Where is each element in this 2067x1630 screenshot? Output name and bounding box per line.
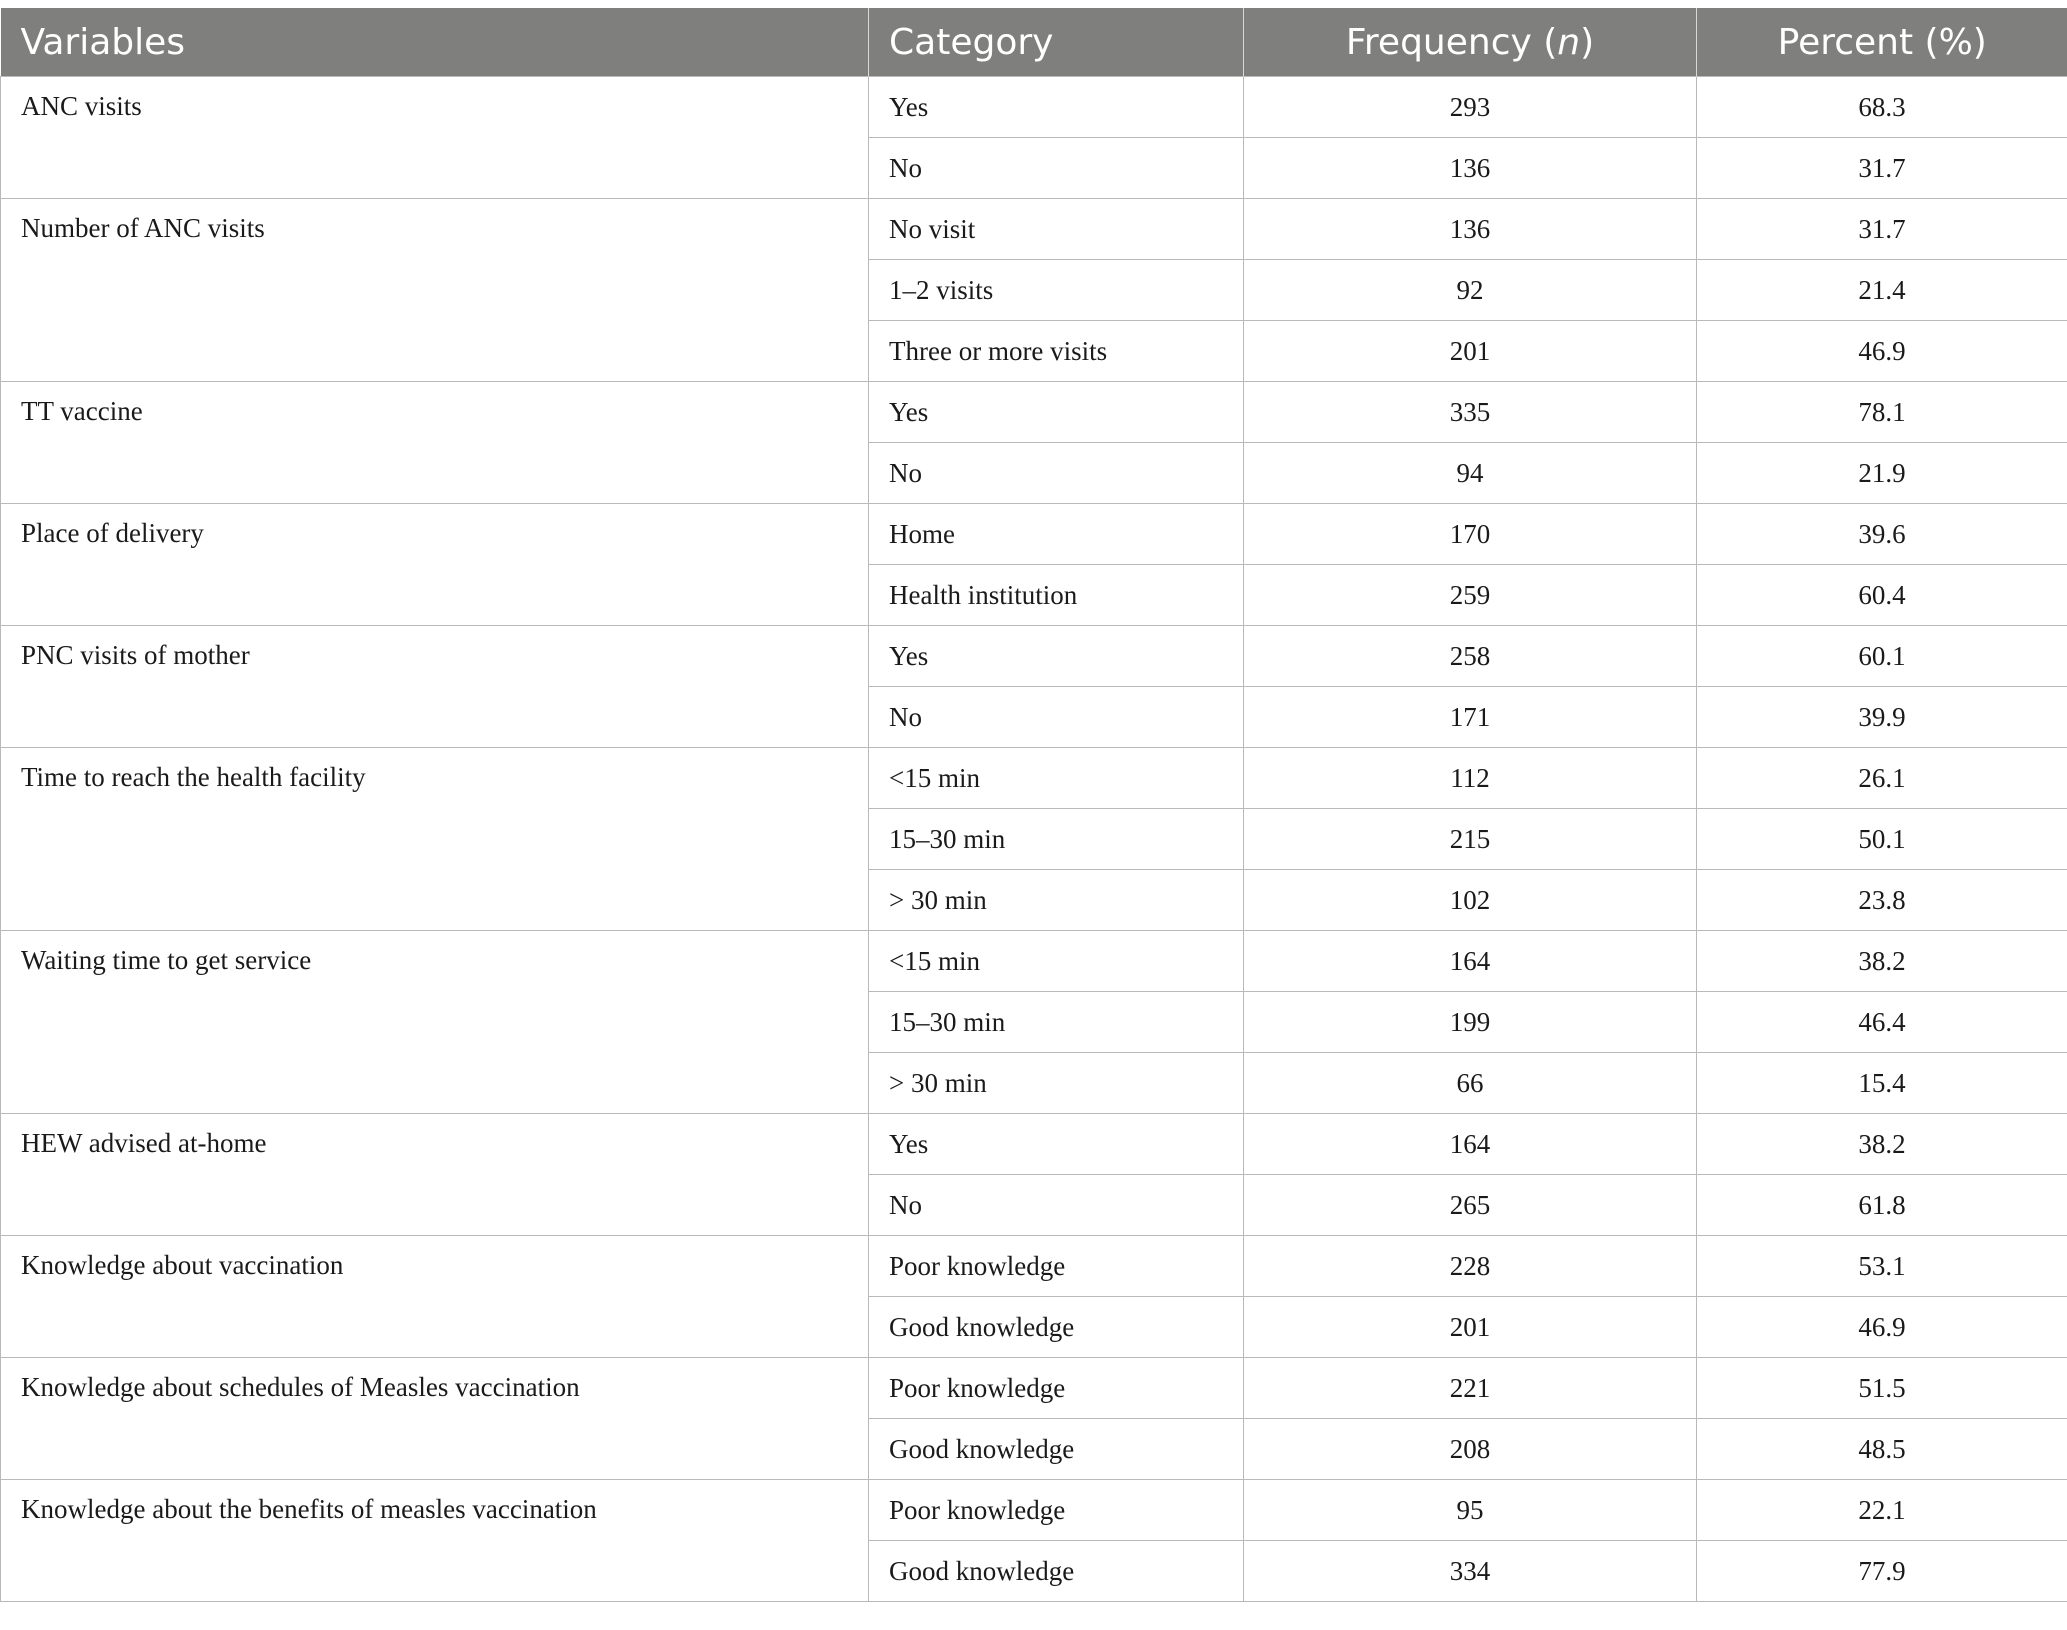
- percent-cell: 46.9: [1697, 1297, 2067, 1358]
- data-table: [0, 8, 2067, 1602]
- frequency-cell: 171: [1244, 687, 1697, 748]
- percent-cell: 77.9: [1697, 1541, 2067, 1602]
- frequency-cell: 265: [1244, 1175, 1697, 1236]
- variable-cell: Knowledge about the benefits of measles vaccination: [1, 1480, 869, 1602]
- frequency-cell: 221: [1244, 1358, 1697, 1419]
- category-cell: No: [869, 138, 1244, 199]
- table-row: [1, 1114, 2067, 1175]
- category-cell: Good knowledge: [869, 1419, 1244, 1480]
- frequency-cell: 164: [1244, 931, 1697, 992]
- frequency-cell: 112: [1244, 748, 1697, 809]
- percent-cell: 46.4: [1697, 992, 2067, 1053]
- frequency-cell: 164: [1244, 1114, 1697, 1175]
- category-cell: Yes: [869, 626, 1244, 687]
- category-cell: Yes: [869, 1114, 1244, 1175]
- frequency-cell: 94: [1244, 443, 1697, 504]
- percent-cell: 60.4: [1697, 565, 2067, 626]
- category-cell: Yes: [869, 382, 1244, 443]
- frequency-cell: 201: [1244, 321, 1697, 382]
- percent-cell: 39.6: [1697, 504, 2067, 565]
- table-row: [1, 748, 2067, 809]
- frequency-cell: 199: [1244, 992, 1697, 1053]
- frequency-cell: 92: [1244, 260, 1697, 321]
- percent-cell: 78.1: [1697, 382, 2067, 443]
- category-cell: Health institution: [869, 565, 1244, 626]
- percent-cell: 60.1: [1697, 626, 2067, 687]
- percent-cell: 61.8: [1697, 1175, 2067, 1236]
- header-frequency: [1244, 8, 1697, 77]
- percent-cell: 21.9: [1697, 443, 2067, 504]
- variable-cell: Time to reach the health facility: [1, 748, 869, 931]
- category-cell: Yes: [869, 77, 1244, 138]
- table-row: [1, 931, 2067, 992]
- category-cell: <15 min: [869, 931, 1244, 992]
- variable-cell: ANC visits: [1, 77, 869, 199]
- table-row: [1, 626, 2067, 687]
- frequency-cell: 136: [1244, 199, 1697, 260]
- category-cell: 1–2 visits: [869, 260, 1244, 321]
- category-cell: 15–30 min: [869, 992, 1244, 1053]
- percent-cell: 38.2: [1697, 1114, 2067, 1175]
- category-cell: No visit: [869, 199, 1244, 260]
- frequency-cell: 259: [1244, 565, 1697, 626]
- category-cell: Poor knowledge: [869, 1358, 1244, 1419]
- header-frequency-suffix: ): [1580, 21, 1595, 63]
- header-variables: Variables: [1, 8, 869, 77]
- category-cell: No: [869, 1175, 1244, 1236]
- category-cell: Three or more visits: [869, 321, 1244, 382]
- frequency-cell: 335: [1244, 382, 1697, 443]
- variable-cell: Waiting time to get service: [1, 931, 869, 1114]
- header-percent: Percent (%): [1697, 8, 2067, 77]
- table-row: [1, 504, 2067, 565]
- header-frequency-prefix: Frequency (: [1345, 21, 1558, 63]
- frequency-cell: 228: [1244, 1236, 1697, 1297]
- table-row: [1, 1236, 2067, 1297]
- table-row: [1, 1358, 2067, 1419]
- percent-cell: 39.9: [1697, 687, 2067, 748]
- header-row: [1, 8, 2067, 77]
- category-cell: 15–30 min: [869, 809, 1244, 870]
- percent-cell: 46.9: [1697, 321, 2067, 382]
- variable-cell: Knowledge about schedules of Measles vaccination: [1, 1358, 869, 1480]
- frequency-cell: 215: [1244, 809, 1697, 870]
- category-cell: Good knowledge: [869, 1297, 1244, 1358]
- variable-cell: Knowledge about vaccination: [1, 1236, 869, 1358]
- percent-cell: 38.2: [1697, 931, 2067, 992]
- table-row: [1, 77, 2067, 138]
- frequency-cell: 334: [1244, 1541, 1697, 1602]
- table-body: [1, 77, 2067, 1602]
- category-cell: Good knowledge: [869, 1541, 1244, 1602]
- header-frequency-n: n: [1557, 21, 1581, 63]
- percent-cell: 31.7: [1697, 199, 2067, 260]
- category-cell: > 30 min: [869, 1053, 1244, 1114]
- header-category: Category: [869, 8, 1244, 77]
- category-cell: Poor knowledge: [869, 1236, 1244, 1297]
- frequency-cell: 170: [1244, 504, 1697, 565]
- data-table-container: [0, 8, 2067, 1602]
- frequency-cell: 293: [1244, 77, 1697, 138]
- percent-cell: 53.1: [1697, 1236, 2067, 1297]
- frequency-cell: 208: [1244, 1419, 1697, 1480]
- frequency-cell: 258: [1244, 626, 1697, 687]
- category-cell: Poor knowledge: [869, 1480, 1244, 1541]
- variable-cell: TT vaccine: [1, 382, 869, 504]
- variable-cell: Place of delivery: [1, 504, 869, 626]
- category-cell: Home: [869, 504, 1244, 565]
- percent-cell: 50.1: [1697, 809, 2067, 870]
- frequency-cell: 136: [1244, 138, 1697, 199]
- percent-cell: 68.3: [1697, 77, 2067, 138]
- frequency-cell: 66: [1244, 1053, 1697, 1114]
- percent-cell: 48.5: [1697, 1419, 2067, 1480]
- category-cell: No: [869, 687, 1244, 748]
- variable-cell: HEW advised at-home: [1, 1114, 869, 1236]
- percent-cell: 26.1: [1697, 748, 2067, 809]
- percent-cell: 21.4: [1697, 260, 2067, 321]
- variable-cell: PNC visits of mother: [1, 626, 869, 748]
- table-row: [1, 199, 2067, 260]
- percent-cell: 23.8: [1697, 870, 2067, 931]
- percent-cell: 15.4: [1697, 1053, 2067, 1114]
- table-row: [1, 1480, 2067, 1541]
- table-header: [1, 8, 2067, 77]
- percent-cell: 22.1: [1697, 1480, 2067, 1541]
- frequency-cell: 102: [1244, 870, 1697, 931]
- category-cell: No: [869, 443, 1244, 504]
- table-row: [1, 382, 2067, 443]
- category-cell: > 30 min: [869, 870, 1244, 931]
- category-cell: <15 min: [869, 748, 1244, 809]
- frequency-cell: 201: [1244, 1297, 1697, 1358]
- percent-cell: 51.5: [1697, 1358, 2067, 1419]
- frequency-cell: 95: [1244, 1480, 1697, 1541]
- variable-cell: Number of ANC visits: [1, 199, 869, 382]
- percent-cell: 31.7: [1697, 138, 2067, 199]
